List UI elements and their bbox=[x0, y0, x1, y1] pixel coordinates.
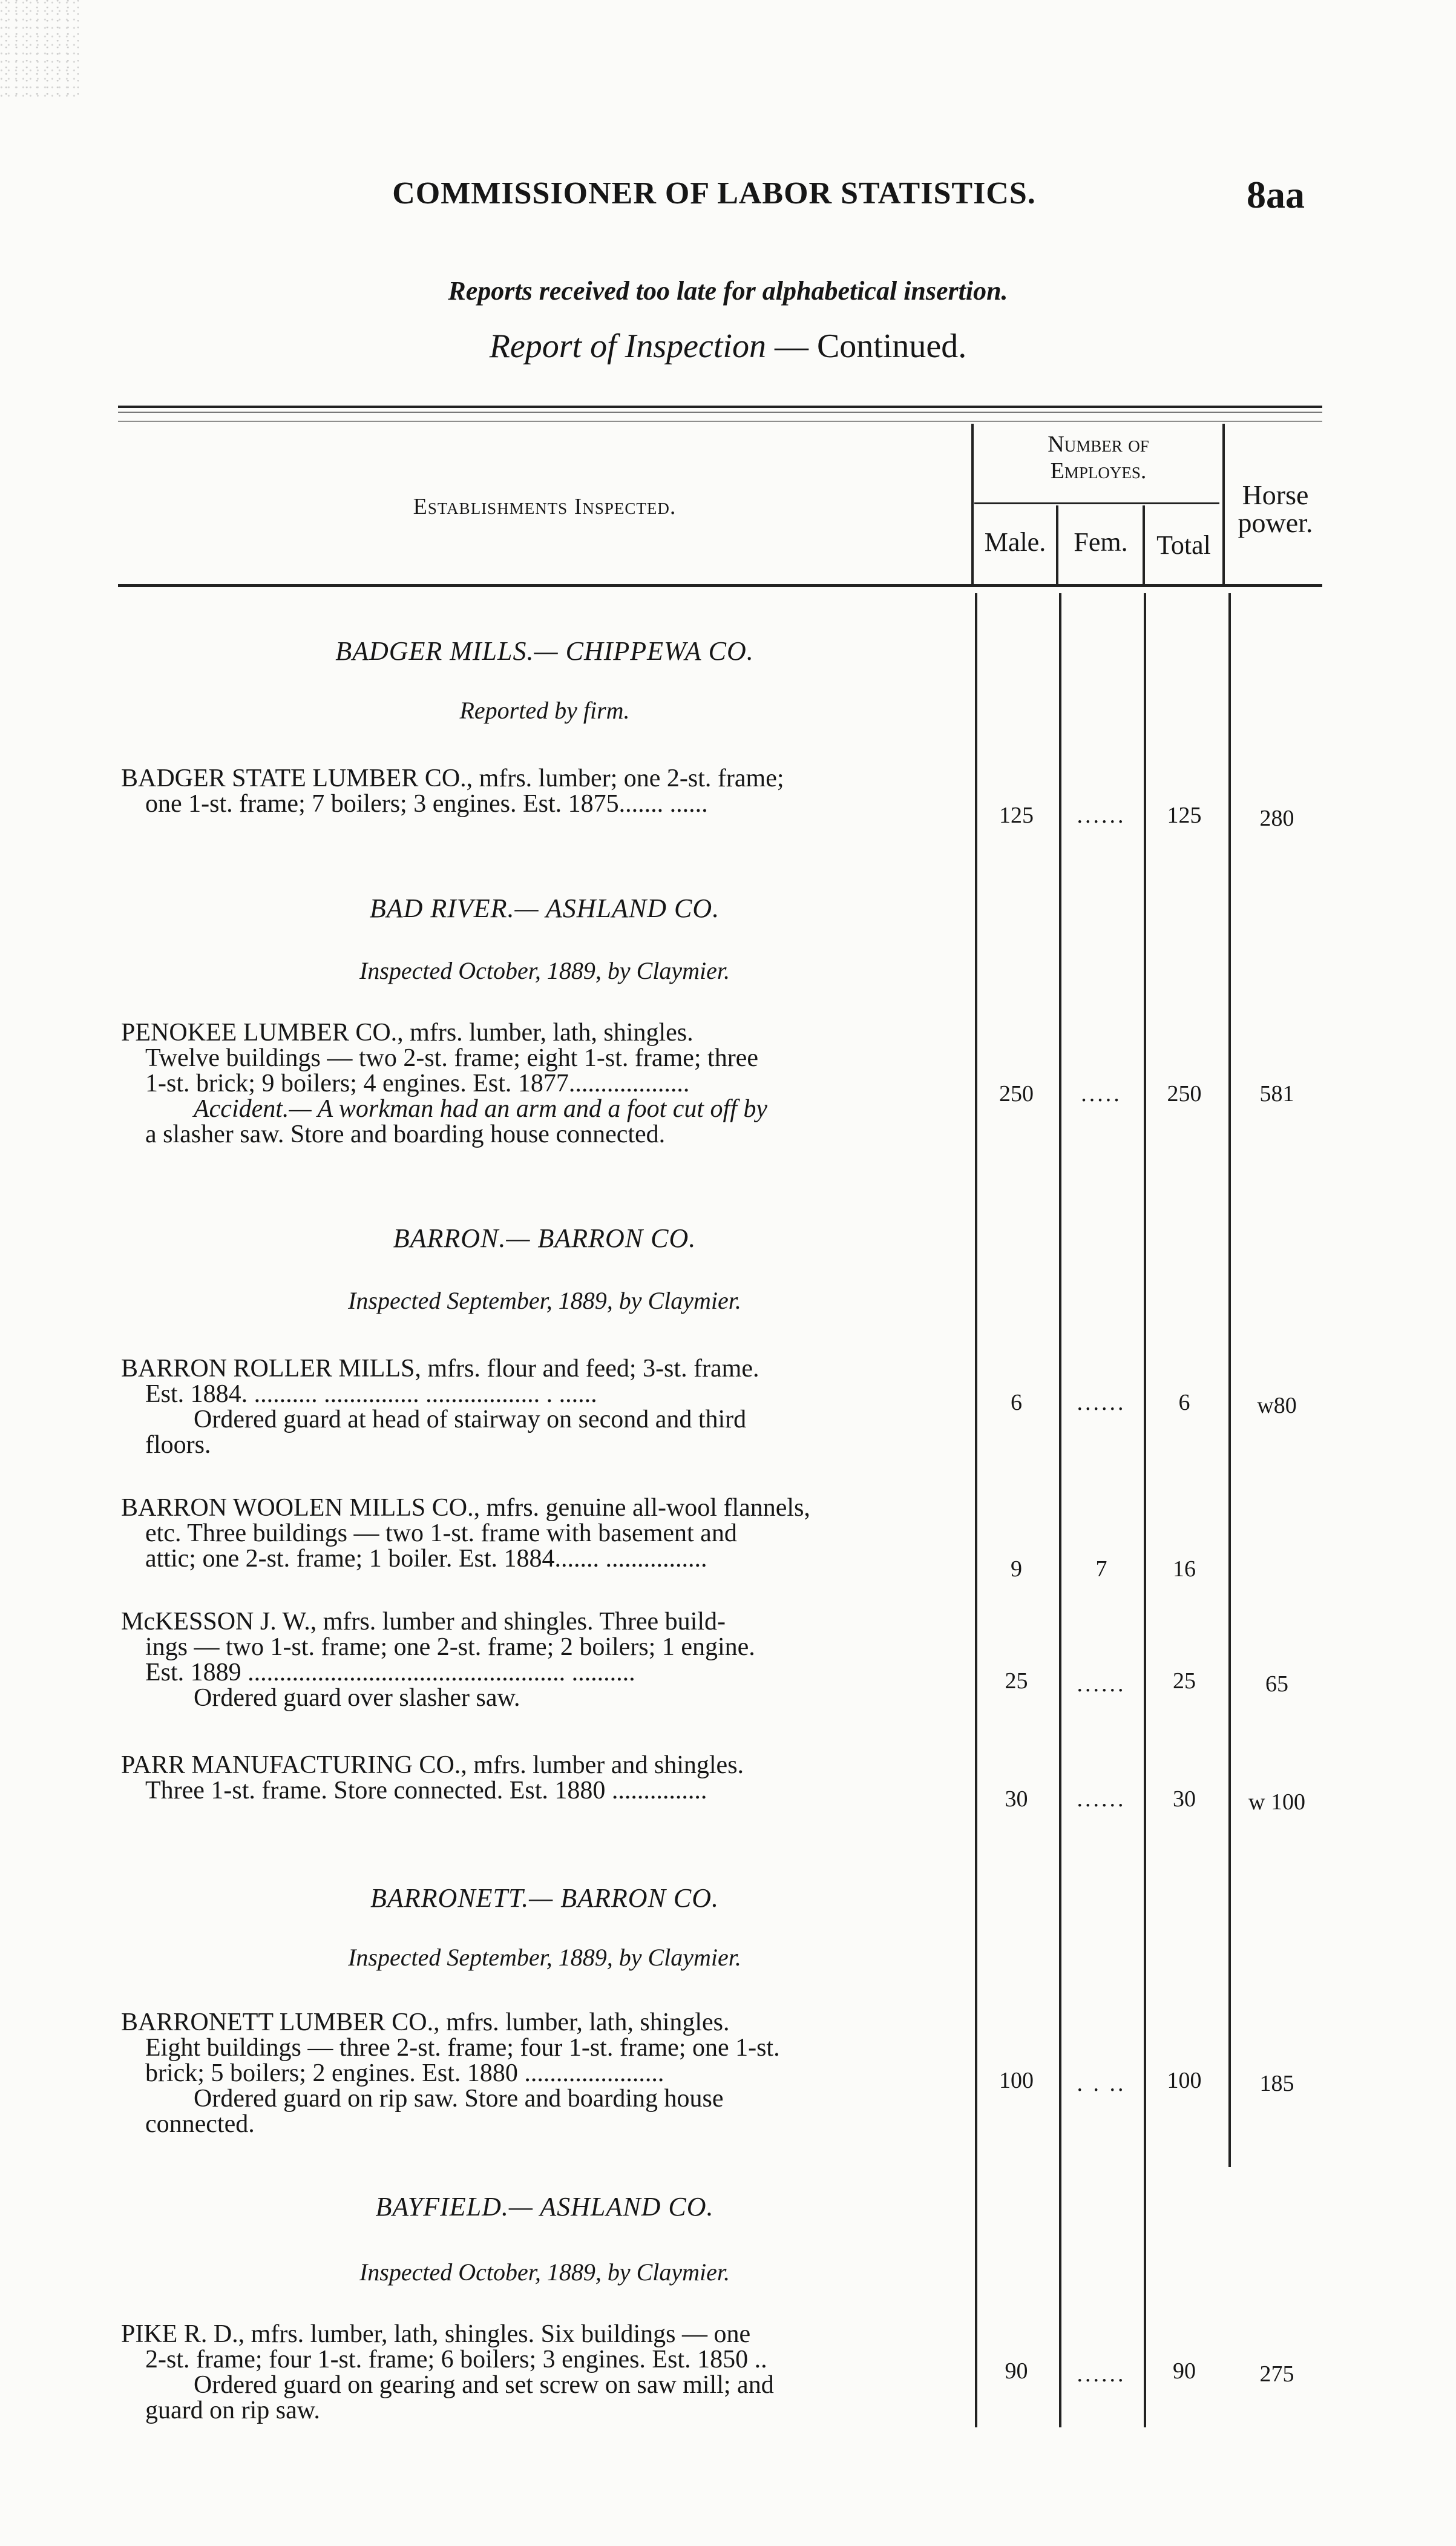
header-employes-line1: Number of bbox=[1048, 432, 1149, 457]
header-establishments: Establishments Inspected. bbox=[413, 494, 677, 519]
employes-rule bbox=[974, 502, 1219, 504]
inspection-note: Inspected October, 1889, by Claymier. bbox=[359, 2258, 730, 2286]
total-count: 100 bbox=[1167, 2068, 1202, 2093]
male-count: 125 bbox=[999, 803, 1034, 828]
top-rule-thin bbox=[118, 421, 1322, 422]
entry-line: ings — two 1-st. frame; one 2-st. frame; 2 boilers; 1 engine. bbox=[145, 1633, 755, 1661]
place-heading: BAYFIELD.— ASHLAND CO. bbox=[375, 2192, 714, 2222]
entry-line: 1-st. brick; 9 boilers; 4 engines. Est. 1877................... bbox=[145, 1070, 690, 1097]
column-divider bbox=[1056, 505, 1058, 584]
entry-line: Est. 1889 .................................................. .......... bbox=[145, 1659, 635, 1686]
horse-power: 65 bbox=[1265, 1671, 1288, 1697]
male-count: 90 bbox=[1005, 2358, 1028, 2384]
inspection-note: Inspected October, 1889, by Claymier. bbox=[359, 957, 730, 984]
entry-line: Ordered guard on gearing and set screw on saw mill; and bbox=[194, 2371, 774, 2399]
place-heading: BARRON.— BARRON CO. bbox=[393, 1223, 697, 1253]
entry-line: brick; 5 boilers; 2 engines. Est. 1880 ...................... bbox=[145, 2059, 664, 2087]
entry-line: BADGER STATE LUMBER CO., mfrs. lumber; one 2-st. frame; bbox=[121, 765, 784, 792]
entry-line: Accident.— A workman had an arm and a foot cut off by bbox=[194, 1095, 768, 1123]
establishment-entry bbox=[121, 2010, 974, 2137]
column-divider bbox=[975, 593, 977, 2427]
establishment-entry bbox=[121, 1609, 974, 1711]
entry-line: PENOKEE LUMBER CO., mfrs. lumber, lath, shingles. bbox=[121, 1019, 694, 1047]
fem-count: ...... bbox=[1077, 2361, 1126, 2387]
horse-power: 581 bbox=[1259, 1081, 1294, 1107]
fem-count: ...... bbox=[1077, 1671, 1126, 1697]
entry-line: etc. Three buildings — two 1-st. frame with basement and bbox=[145, 1519, 737, 1547]
inspection-note: Inspected September, 1889, by Claymier. bbox=[348, 1944, 741, 1971]
total-count: 250 bbox=[1167, 1081, 1202, 1107]
entry-line: Est. 1884. .......... ............... .................. . ...... bbox=[145, 1380, 597, 1408]
establishment-entry bbox=[121, 1356, 974, 1458]
establishment-entry bbox=[121, 2321, 974, 2423]
establishment-entry bbox=[121, 1495, 974, 1571]
horse-power: 185 bbox=[1259, 2071, 1294, 2096]
male-count: 250 bbox=[999, 1081, 1034, 1107]
fem-count: ...... bbox=[1077, 803, 1126, 828]
total-count: 6 bbox=[1178, 1390, 1190, 1415]
entry-line: Ordered guard over slasher saw. bbox=[194, 1684, 520, 1712]
entry-line: BARRON WOOLEN MILLS CO., mfrs. genuine all-wool flannels, bbox=[121, 1494, 810, 1522]
place-heading: BADGER MILLS.— CHIPPEWA CO. bbox=[335, 636, 754, 666]
male-count: 9 bbox=[1011, 1556, 1022, 1582]
entry-line: BARRONETT LUMBER CO., mfrs. lumber, lath, shingles. bbox=[121, 2008, 730, 2036]
entry-line: 2-st. frame; four 1-st. frame; 6 boilers; 3 engines. Est. 1850 .. bbox=[145, 2346, 767, 2373]
establishment-entry bbox=[121, 766, 974, 817]
entry-line: BARRON ROLLER MILLS, mfrs. flour and feed; 3-st. frame. bbox=[121, 1355, 759, 1383]
page-number: 8aa bbox=[1247, 173, 1305, 216]
inspection-note: Inspected September, 1889, by Claymier. bbox=[348, 1287, 741, 1314]
fem-count: ..... bbox=[1081, 1081, 1122, 1107]
column-divider bbox=[1222, 424, 1225, 584]
total-count: 90 bbox=[1173, 2358, 1196, 2384]
scan-speckle bbox=[0, 0, 79, 97]
entry-line: a slasher saw. Store and boarding house connected. bbox=[145, 1120, 666, 1148]
entry-line: McKESSON J. W., mfrs. lumber and shingles. Three build- bbox=[121, 1608, 726, 1636]
header-horse-line1: Horse bbox=[1242, 479, 1309, 510]
subtitle-report-italic: Report of Inspection bbox=[489, 327, 766, 365]
entry-line: Three 1-st. frame. Store connected. Est. 1880 ............... bbox=[145, 1777, 707, 1804]
subtitle-report bbox=[0, 327, 1456, 366]
header-male: Male. bbox=[984, 527, 1046, 557]
subtitle-report-continued: — Continued. bbox=[766, 327, 967, 365]
header-horse-line2: power. bbox=[1238, 507, 1313, 538]
subtitle-late-reports: Reports received too late for alphabetical insertion. bbox=[448, 276, 1008, 306]
total-count: 16 bbox=[1173, 1556, 1196, 1582]
entry-line: Twelve buildings — two 2-st. frame; eight 1-st. frame; three bbox=[145, 1044, 758, 1072]
horse-power: w 100 bbox=[1248, 1789, 1305, 1815]
entry-line: Ordered guard on rip saw. Store and boarding house bbox=[194, 2085, 724, 2113]
header-horse-power bbox=[1225, 481, 1325, 537]
entry-line: Ordered guard at head of stairway on second and third bbox=[194, 1406, 747, 1433]
fem-count: 7 bbox=[1095, 1556, 1107, 1582]
horse-power: 275 bbox=[1259, 2361, 1294, 2387]
place-heading: BAD RIVER.— ASHLAND CO. bbox=[369, 893, 720, 923]
entry-line: attic; one 2-st. frame; 1 boiler. Est. 1884....... ................ bbox=[145, 1545, 707, 1573]
running-head: COMMISSIONER OF LABOR STATISTICS. bbox=[392, 176, 1036, 211]
establishment-entry bbox=[121, 1020, 974, 1147]
place-heading: BARRONETT.— BARRON CO. bbox=[370, 1883, 720, 1913]
entry-line: one 1-st. frame; 7 boilers; 3 engines. Est. 1875....... ...... bbox=[145, 790, 708, 818]
header-bottom-rule bbox=[118, 584, 1322, 587]
top-rule-thin bbox=[118, 412, 1322, 413]
male-count: 100 bbox=[999, 2068, 1034, 2093]
establishment-entry bbox=[121, 1752, 974, 1803]
entry-line: PARR MANUFACTURING CO., mfrs. lumber and shingles. bbox=[121, 1751, 744, 1779]
entry-line: guard on rip saw. bbox=[145, 2396, 320, 2424]
male-count: 6 bbox=[1011, 1390, 1022, 1415]
horse-power: w80 bbox=[1257, 1393, 1297, 1418]
entry-line: PIKE R. D., mfrs. lumber, lath, shingles. Six buildings — one bbox=[121, 2320, 751, 2348]
inspection-note: Reported by firm. bbox=[459, 697, 630, 724]
fem-count: ...... bbox=[1077, 1786, 1126, 1812]
entry-line: Eight buildings — three 2-st. frame; four 1-st. frame; one 1-st. bbox=[145, 2034, 780, 2062]
male-count: 30 bbox=[1005, 1786, 1028, 1812]
male-count: 25 bbox=[1005, 1668, 1028, 1694]
column-divider bbox=[1059, 593, 1061, 2427]
horse-power: 280 bbox=[1259, 806, 1294, 831]
total-count: 30 bbox=[1173, 1786, 1196, 1812]
entry-line: floors. bbox=[145, 1431, 211, 1459]
column-divider bbox=[971, 424, 974, 584]
total-count: 25 bbox=[1173, 1668, 1196, 1694]
top-rule bbox=[118, 406, 1322, 408]
fem-count: . . .. bbox=[1077, 2071, 1126, 2096]
column-divider bbox=[1144, 593, 1146, 2427]
entry-line: connected. bbox=[145, 2110, 255, 2138]
header-fem: Fem. bbox=[1074, 527, 1128, 557]
header-number-of-employes bbox=[974, 431, 1222, 484]
header-total: Total bbox=[1156, 530, 1211, 560]
fem-count: ...... bbox=[1077, 1390, 1126, 1415]
total-count: 125 bbox=[1167, 803, 1202, 828]
header-employes-line2: Employes. bbox=[1050, 458, 1147, 484]
